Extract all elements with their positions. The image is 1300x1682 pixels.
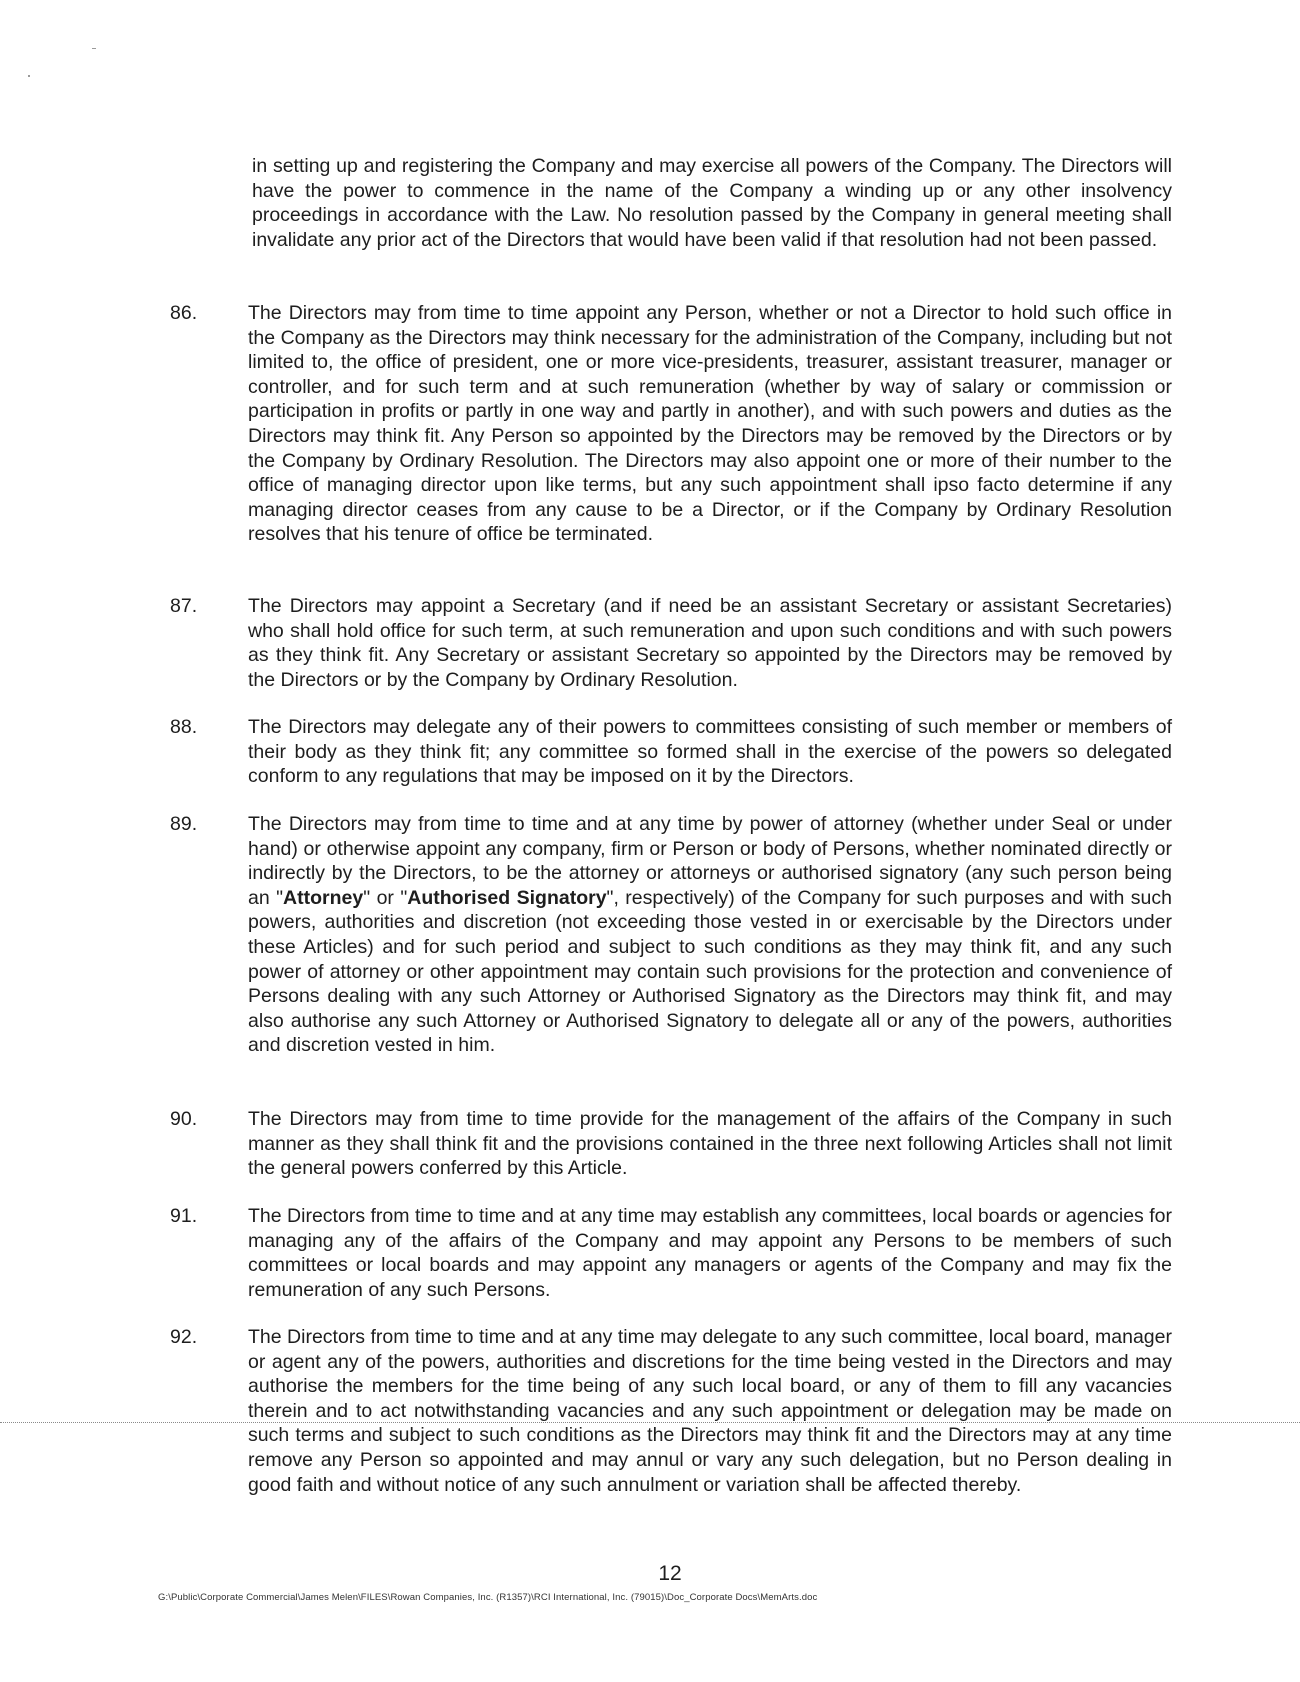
article-text-part: ", respectively) of the Company for such purposes and with such powers, authorities and discretion (not exceeding those vested in or exercisable by the Directors under these Articles) and for such period and subject to such conditions as they may think fit, and any such power of attorney or other appointment may contain such provisions for the protection and convenience of Persons dealing with any such Attorney or Authorised Signatory as the Directors may think fit, and may also authorise any such Attorney or Authorised Signatory to delegate all or any of the powers, authorities and discretion vested in him. — [248, 886, 1172, 1057]
article-number: 88. — [170, 716, 198, 738]
article-number: 92. — [170, 1326, 198, 1348]
article-number: 86. — [170, 302, 198, 324]
article-text: The Directors may appoint a Secretary (and if need be an assistant Secretary or assistant Secretaries) who shall hold office for such term, at such remuneration and upon such conditions and with such powers as they think fit. Any Secretary or assistant Secretary so appointed by the Directors may be removed by the Directors or by the Company by Ordinary Resolution. — [248, 595, 1172, 691]
footer-file-path: G:\Public\Corporate Commercial\James Melen\FILES\Rowan Companies, Inc. (R1357)\RCI International, Inc. (79015)\Doc_Corporate Docs\MemArts.doc — [158, 1592, 818, 1603]
article-text: The Directors may delegate any of their powers to committees consisting of such member or members of their body as they think fit; any committee so formed shall in the exercise of the powers so delegated conform to any regulations that may be imposed on it by the Directors. — [248, 716, 1172, 788]
defined-term-attorney: Attorney — [283, 886, 364, 909]
page-number: 12 — [658, 1562, 682, 1585]
defined-term-authorised-signatory: Authorised Signatory — [407, 886, 607, 909]
continuation-paragraph: in setting up and registering the Company and may exercise all powers of the Company. The Directors will have the power to commence in the name of the Company a winding up or any other insolvency proceedings in accordance with the Law. No resolution passed by the Company in general meeting shall invalidate any prior act of the Directors that would have been valid if that resolution had not been passed. — [252, 155, 1172, 251]
scan-speck — [92, 48, 96, 49]
article-text-part: The Directors may from time to time and at any time by power of attorney (whether under Seal or under hand) or otherwise appoint any company, firm or Person or body of Persons, whether nominated directly or indirectly by the Directors, to be the attorney or attorneys or authorised signatory (any such person being an " — [248, 813, 1172, 909]
article-number: 90. — [170, 1108, 198, 1130]
scan-speck — [28, 75, 30, 77]
article-text: The Directors from time to time and at any time may establish any committees, local boards or agencies for managing any of the affairs of the Company and may appoint any Persons to be members of such committees or local boards and may appoint any managers or agents of the Company and may fix the remuneration of any such Persons. — [248, 1205, 1172, 1301]
article-text: The Directors may from time to time provide for the management of the affairs of the Company in such manner as they shall think fit and the provisions contained in the three next following Articles shall not limit the general powers conferred by this Article. — [248, 1108, 1172, 1180]
article-text-part: " or " — [363, 886, 408, 909]
page-break-rule — [0, 1422, 1300, 1423]
article-number: 87. — [170, 595, 198, 617]
article-text: The Directors from time to time and at any time may delegate to any such committee, local board, manager or agent any of the powers, authorities and discretions for the time being vested in the Directors and may authorise the members for the time being of any such local board, or any of them to fill any vacancies therein and to act notwithstanding vacancies and any such appointment or delegation may be made on such terms and subject to such conditions as the Directors may think fit and the Directors may at any time remove any Person so appointed and may annul or vary any such delegation, but no Person dealing in good faith and without notice of any such annulment or variation shall be affected thereby. — [248, 1326, 1172, 1496]
article-text — [248, 812, 1172, 1058]
article-number: 89. — [170, 813, 198, 835]
article-number: 91. — [170, 1205, 198, 1227]
article-text: The Directors may from time to time appoint any Person, whether or not a Director to hold such office in the Company as the Directors may think necessary for the administration of the Company, including but not limited to, the office of president, one or more vice-presidents, treasurer, assistant treasurer, manager or controller, and for such term and at such remuneration (whether by way of salary or commission or participation in profits or partly in one way and partly in another), and with such powers and duties as the Directors may think fit. Any Person so appointed by the Directors may be removed by the Directors or by the Company by Ordinary Resolution. The Directors may also appoint one or more of their number to the office of managing director upon like terms, but any such appointment shall ipso facto determine if any managing director ceases from any cause to be a Director, or if the Company by Ordinary Resolution resolves that his tenure of office be terminated. — [248, 302, 1172, 546]
